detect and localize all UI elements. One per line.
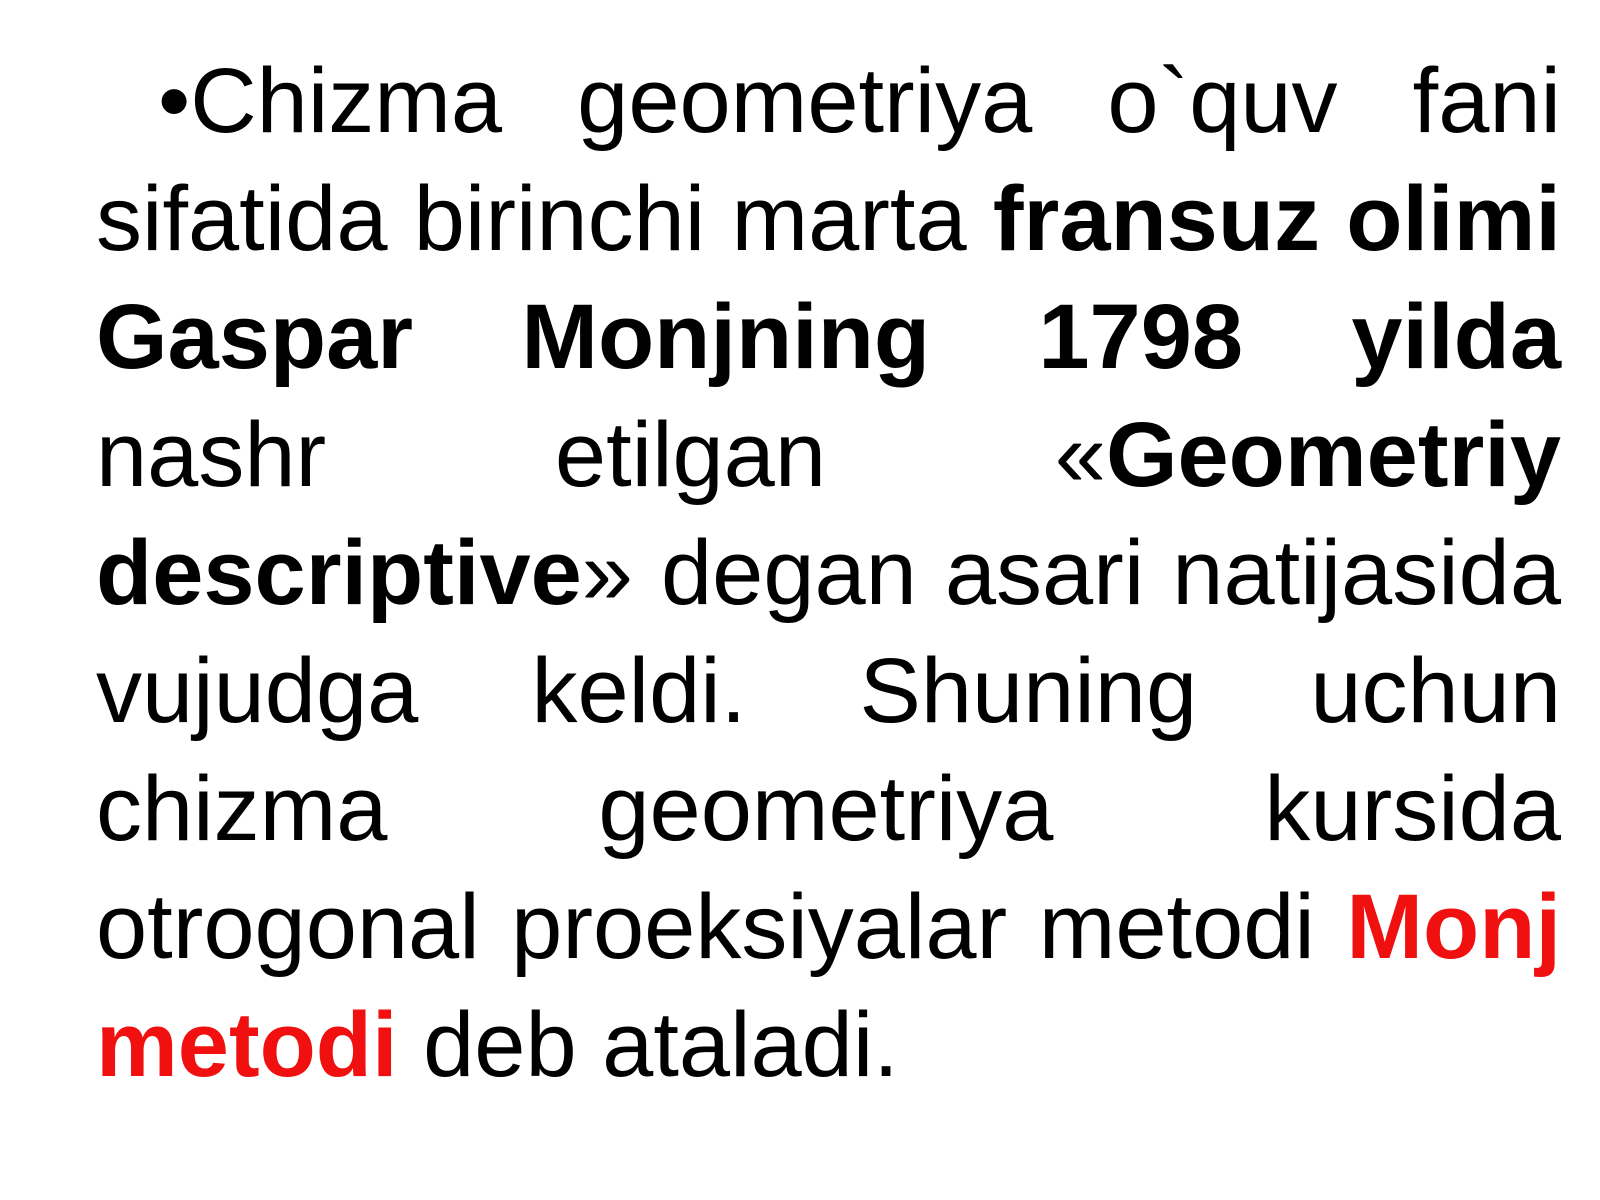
text-segment-bold-title: Geometriy descriptive <box>96 404 1561 624</box>
text-segment-body: » degan asari natijasida vujudga keldi. Shuning uchun chizma geometriya kursida otrogonal proeksiyalar metodi <box>96 522 1561 978</box>
text-segment-intro: Chizma geometriya o`quv fani sifatida birinchi marta <box>96 50 1561 270</box>
bullet-icon: • <box>158 50 191 152</box>
text-segment-published: nashr etilgan « <box>96 404 1106 506</box>
text-segment-highlight-method: Monj metodi <box>96 876 1561 1096</box>
text-segment-bold-author: fransuz olimi Gaspar Monjning 1798 yilda <box>96 168 1561 388</box>
text-segment-ending: deb ataladi. <box>397 994 899 1096</box>
bullet-paragraph <box>96 42 1561 1104</box>
